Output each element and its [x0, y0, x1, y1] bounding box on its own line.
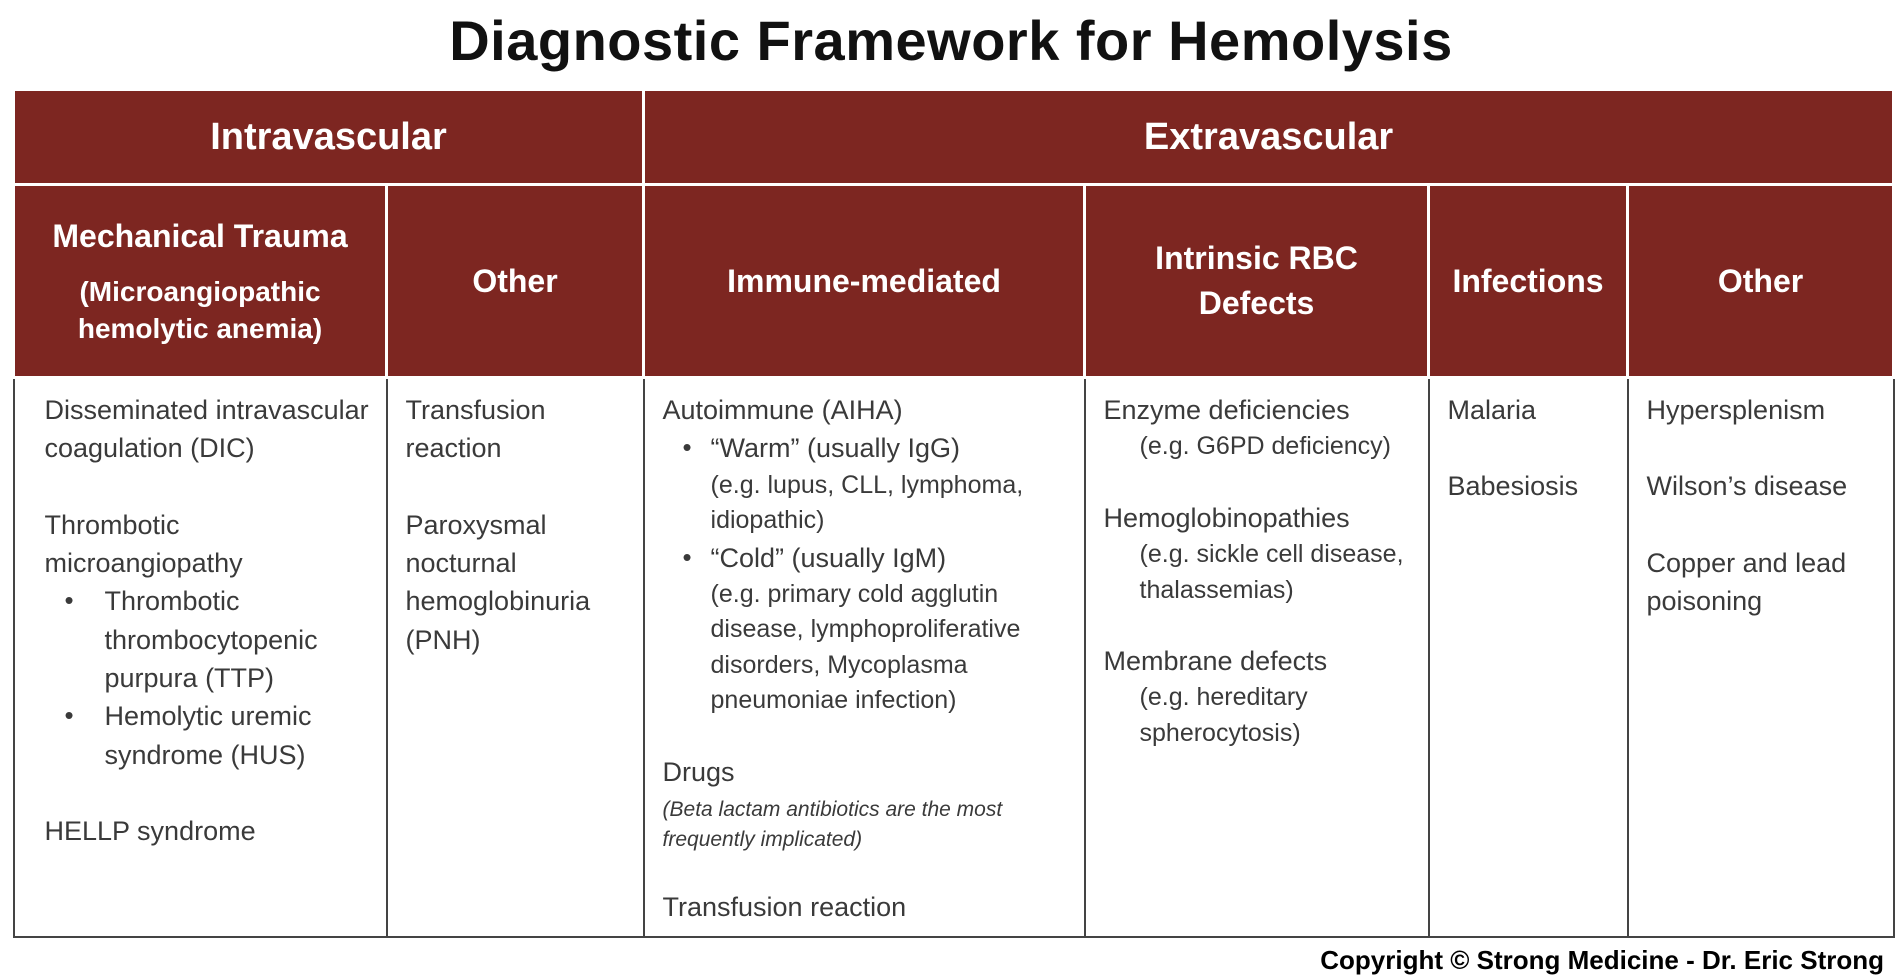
list-item-malaria: Malaria — [1447, 395, 1537, 425]
category-header-mechanical-trauma — [14, 185, 387, 378]
category-header-infections: Infections — [1429, 185, 1628, 378]
list-item-aiha: Autoimmune (AIHA) — [662, 395, 903, 425]
list-item-tma: Thrombotic microangiopathy — [44, 509, 243, 578]
example-cold: (e.g. primary cold agglutin disease, lymphoproliferative disorders, Mycoplasma pneumoniae infection) — [710, 579, 1021, 715]
cell-intrinsic-rbc-defects — [1085, 378, 1429, 938]
cell-immune-mediated — [644, 378, 1085, 938]
example-warm: (e.g. lupus, CLL, lymphoma, idiopathic) — [710, 470, 1024, 535]
list-item-drugs: Drugs — [662, 756, 735, 787]
category-header-intravascular-other: Other — [387, 185, 644, 378]
category-label: Mechanical Trauma — [52, 217, 348, 254]
cell-mechanical-trauma — [14, 378, 387, 938]
category-sublabel: (Microangiopathic hemolytic anemia) — [77, 275, 323, 345]
list-item-transfusion: Transfusion reaction — [405, 395, 546, 464]
copyright-text: Copyright © Strong Medicine - Dr. Eric Strong — [1320, 945, 1884, 975]
drugs-note: (Beta lactam antibiotics are the most frequently implicated) — [662, 798, 1003, 851]
category-header-intrinsic-rbc-defects: Intrinsic RBC Defects — [1085, 185, 1429, 378]
list-item-transfusion-reaction: Transfusion reaction — [662, 892, 907, 923]
hemolysis-framework-table — [12, 88, 1895, 938]
example-membrane: (e.g. hereditary spherocytosis) — [1139, 683, 1308, 747]
list-item-hypersplenism: Hypersplenism — [1646, 395, 1826, 425]
group-header-intravascular: Intravascular — [14, 90, 644, 185]
list-item-wilson: Wilson’s disease — [1646, 471, 1848, 502]
bullet-hus: • Hemolytic uremic syndrome (HUS) — [45, 697, 372, 774]
example-hemoglobinopathies: (e.g. sickle cell disease, thalassemias) — [1139, 540, 1404, 604]
list-item-babesiosis: Babesiosis — [1447, 471, 1579, 502]
list-item-hellp: HELLP syndrome — [44, 815, 256, 846]
bullet-cold: • “Cold” (usually IgM) — [663, 539, 1070, 577]
cell-extravascular-other — [1628, 378, 1894, 938]
cell-infections — [1429, 378, 1628, 938]
list-item-hemoglobinopathies: Hemoglobinopathies — [1103, 502, 1350, 533]
list-item-membrane: Membrane defects — [1103, 646, 1328, 677]
group-header-extravascular: Extravascular — [644, 90, 1894, 185]
list-item-dic: Disseminated intravascular coagulation (DIC) — [44, 395, 369, 464]
category-header-immune-mediated: Immune-mediated — [644, 185, 1085, 378]
category-header-extravascular-other: Other — [1628, 185, 1894, 378]
cell-intravascular-other — [387, 378, 644, 938]
example-enzyme: (e.g. G6PD deficiency) — [1139, 432, 1392, 461]
page-title: Diagnostic Framework for Hemolysis — [449, 9, 1453, 72]
list-item-enzyme: Enzyme deficiencies — [1103, 395, 1350, 425]
bullet-warm: • “Warm” (usually IgG) — [663, 429, 1070, 467]
list-item-copper-lead: Copper and lead poisoning — [1646, 547, 1847, 616]
bullet-ttp: • Thrombotic thrombocytopenic purpura (TTP) — [45, 582, 372, 697]
list-item-pnh: Paroxysmal nocturnal hemoglobinuria (PNH) — [405, 509, 591, 655]
